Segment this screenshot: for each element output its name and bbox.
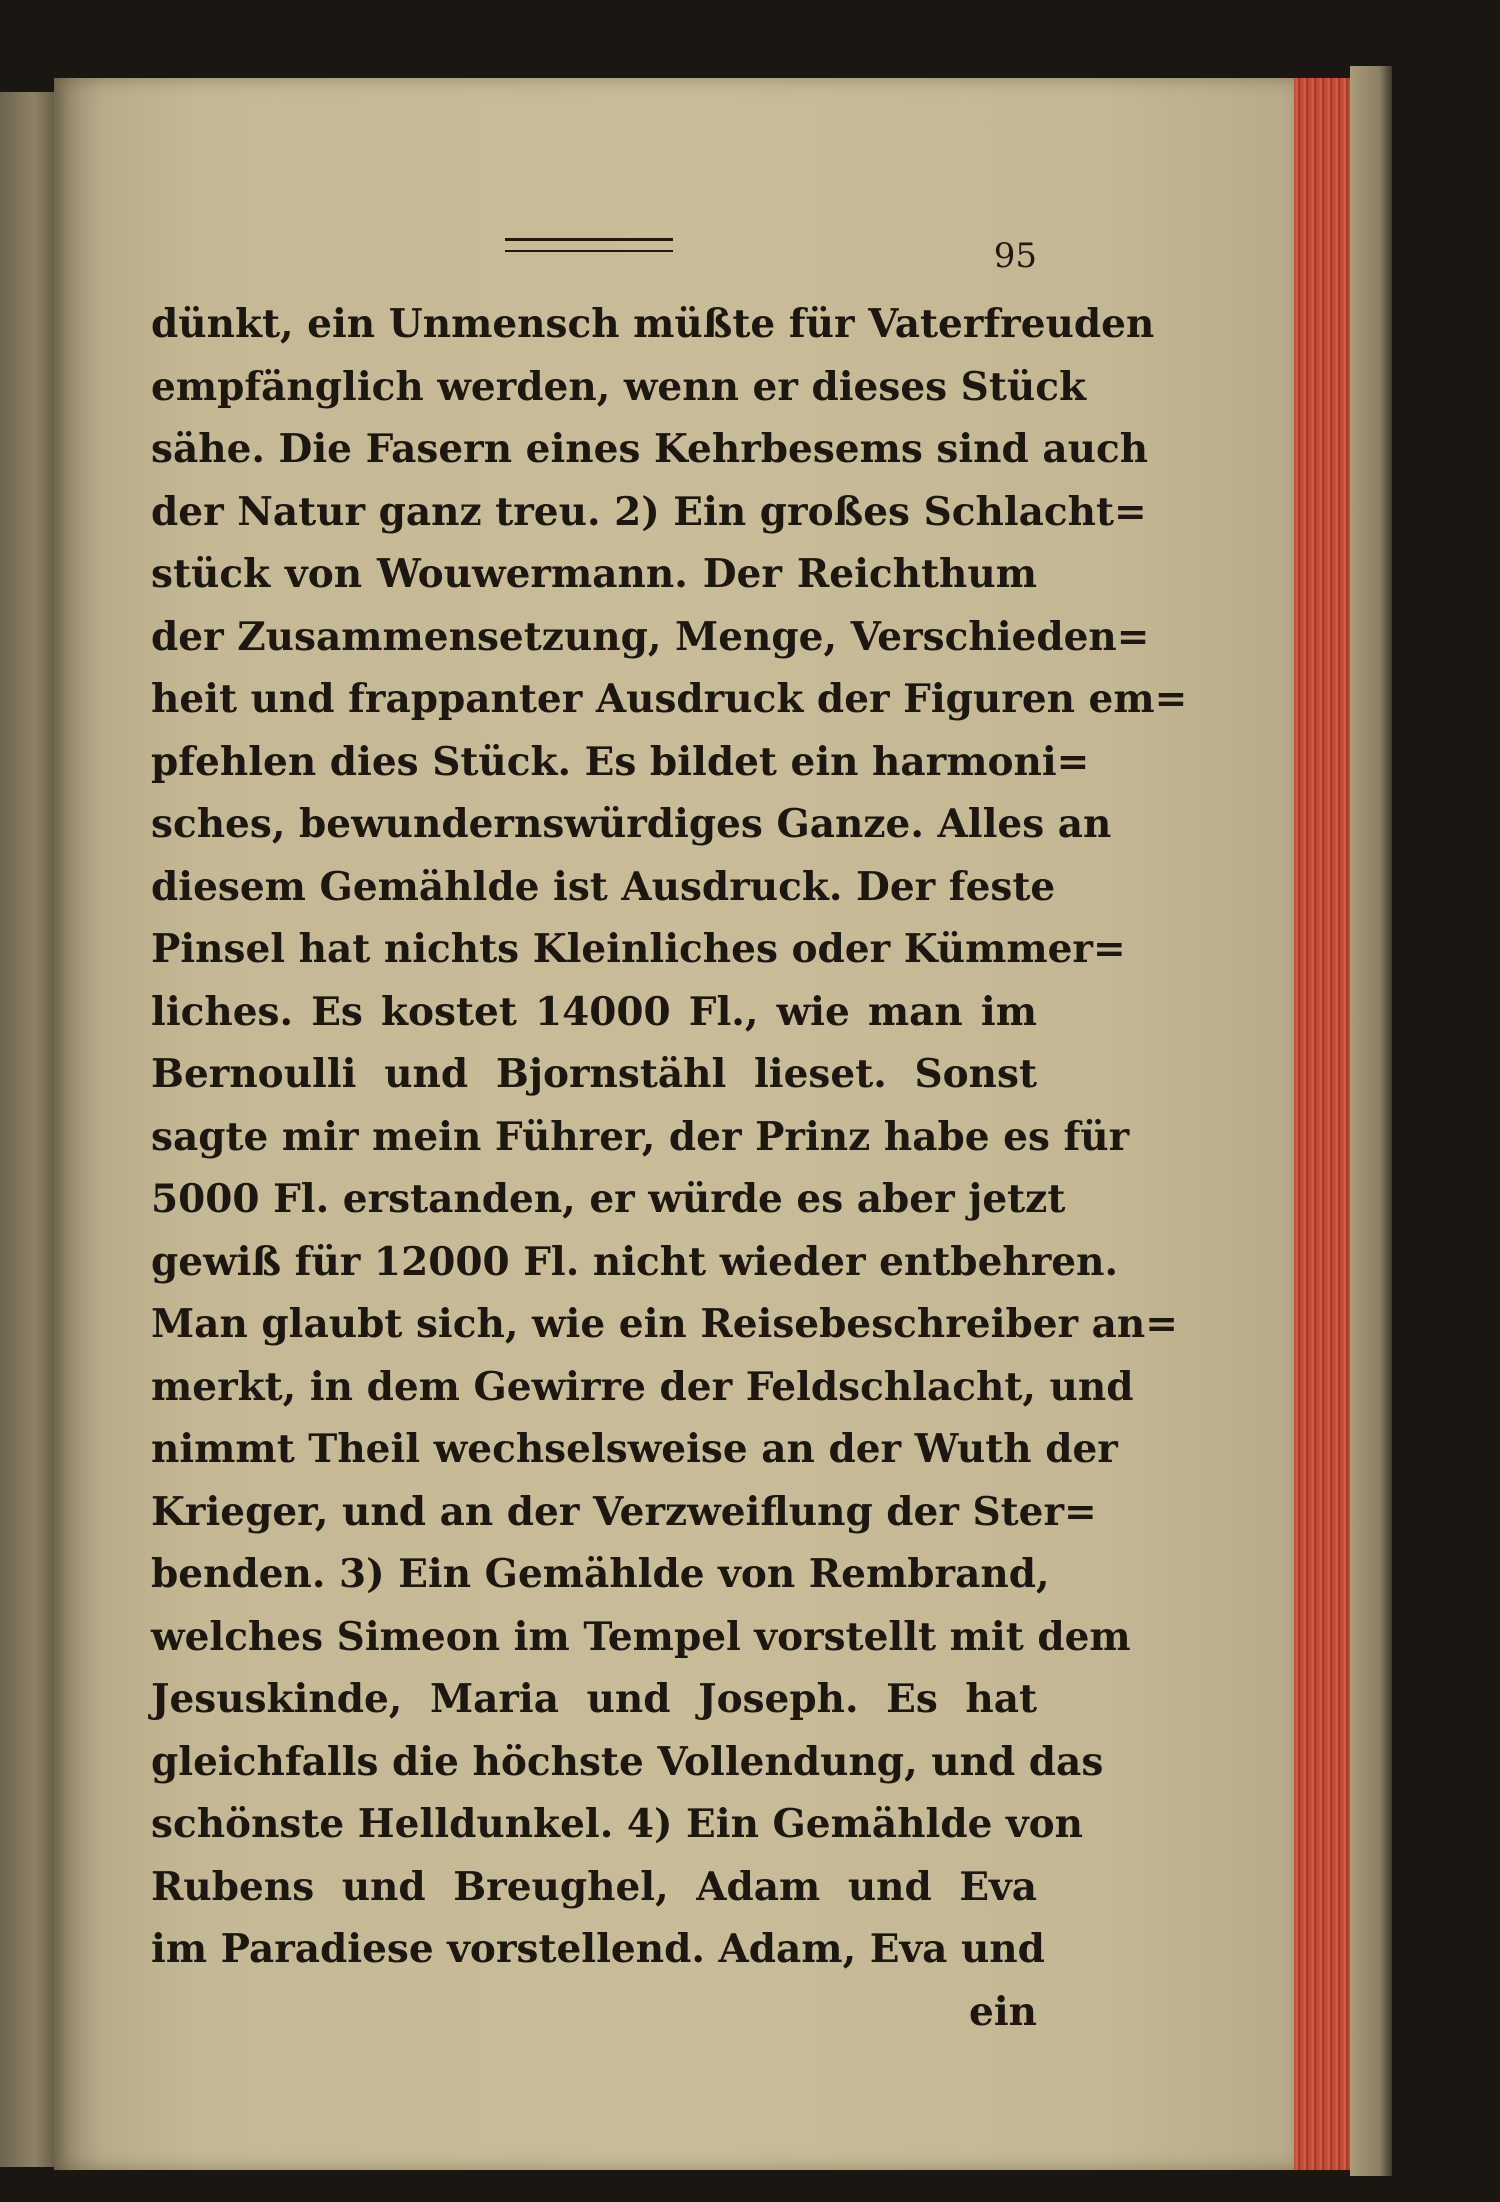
text-line: ein bbox=[969, 1988, 1037, 2035]
text-line: gewiß für 12000 Fl. nicht wieder entbehren. bbox=[151, 1238, 1119, 1285]
text-line: gleichfalls die höchste Vollendung, und das bbox=[151, 1738, 1104, 1785]
red-page-edges bbox=[1294, 78, 1350, 2170]
text-line: Bernoulli und Bjornstähl lieset. Sonst bbox=[151, 1051, 1037, 1097]
page-text bbox=[151, 293, 1188, 2043]
text-line: benden. 3) Ein Gemählde von Rembrand, bbox=[151, 1551, 1050, 1597]
text-line: der Natur ganz treu. 2) Ein großes Schlacht= bbox=[151, 488, 1147, 535]
text-line: Krieger, und an der Verzweiflung der Ster= bbox=[151, 1488, 1097, 1535]
book-cover-edge bbox=[1350, 66, 1392, 2176]
text-line: 5000 Fl. erstanden, er würde es aber jetzt bbox=[151, 1176, 1066, 1222]
text-line: sagte mir mein Führer, der Prinz habe es für bbox=[151, 1113, 1130, 1160]
page-number: 95 bbox=[993, 236, 1037, 276]
text-line: der Zusammensetzung, Menge, Verschieden= bbox=[151, 613, 1150, 660]
text-line: sches, bewundernswürdiges Ganze. Alles an bbox=[151, 801, 1112, 847]
text-line: sähe. Die Fasern eines Kehrbesems sind auch bbox=[151, 426, 1149, 472]
text-line: schönste Helldunkel. 4) Ein Gemählde von bbox=[151, 1801, 1084, 1847]
text-line: merkt, in dem Gewirre der Feldschlacht, und bbox=[151, 1363, 1134, 1410]
text-line: nimmt Theil wechselsweise an der Wuth der bbox=[151, 1426, 1118, 1472]
text-line: pfehlen dies Stück. Es bildet ein harmoni= bbox=[151, 738, 1090, 785]
text-line: im Paradiese vorstellend. Adam, Eva und bbox=[151, 1926, 1045, 1972]
header-rule bbox=[505, 238, 673, 241]
text-line: liches. Es kostet 14000 Fl., wie man im bbox=[151, 988, 1037, 1035]
text-line: heit und frappanter Ausdruck der Figuren em= bbox=[151, 676, 1188, 722]
text-line: Man glaubt sich, wie ein Reisebeschreiber an= bbox=[151, 1301, 1178, 1347]
text-line: Pinsel hat nichts Kleinliches oder Kümmer= bbox=[151, 926, 1126, 972]
text-line: diesem Gemählde ist Ausdruck. Der feste bbox=[151, 863, 1056, 910]
previous-page-edge bbox=[0, 92, 62, 2167]
text-line: welches Simeon im Tempel vorstellt mit dem bbox=[151, 1613, 1131, 1660]
text-line: empfänglich werden, wenn er dieses Stück bbox=[151, 363, 1086, 410]
text-line: Rubens und Breughel, Adam und Eva bbox=[151, 1863, 1037, 1910]
text-line: Jesuskinde, Maria und Joseph. Es hat bbox=[151, 1676, 1037, 1722]
text-line: dünkt, ein Unmensch müßte für Vaterfreuden bbox=[151, 301, 1155, 347]
header-rule-thin bbox=[505, 250, 673, 252]
text-line: stück von Wouwermann. Der Reichthum bbox=[151, 551, 1037, 597]
